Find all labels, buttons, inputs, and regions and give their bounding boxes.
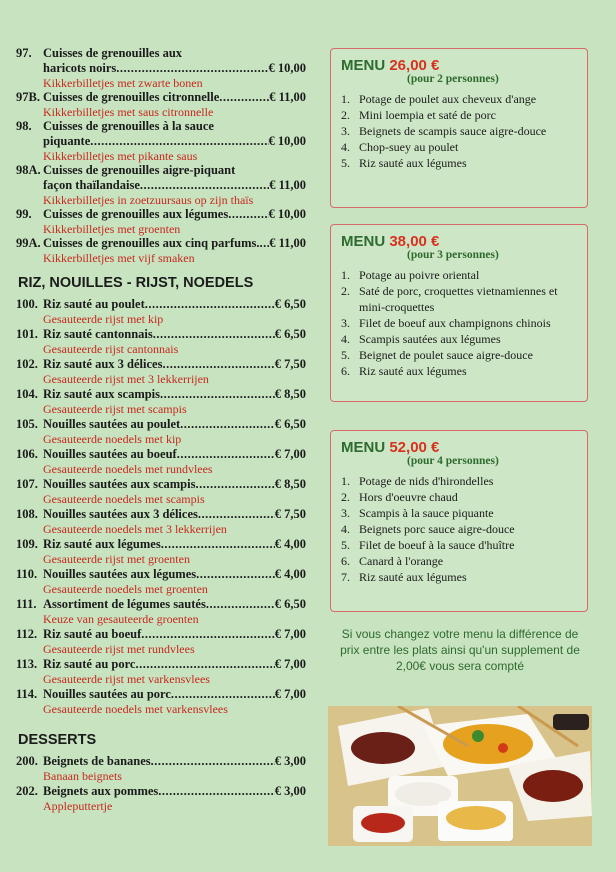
- course-text: Mini loempia et saté de porc: [359, 108, 496, 122]
- course-number: 1.: [341, 268, 350, 282]
- item-price: € 11,00: [269, 178, 306, 192]
- course-item: [341, 331, 579, 347]
- course-number: 2.: [341, 108, 350, 122]
- menu-courses: [341, 473, 579, 585]
- leader-dots: [219, 90, 269, 105]
- item-name-line: [16, 46, 306, 61]
- course-text: Beignet de poulet sauce aigre-douce: [359, 348, 533, 362]
- item-price-line: [16, 327, 306, 342]
- course-number: 1.: [341, 474, 350, 488]
- course-number: 2.: [341, 490, 350, 504]
- menu-box-2: [330, 48, 588, 208]
- course-item: [341, 505, 579, 521]
- leader-dots: [180, 417, 275, 432]
- item-number: 104.: [16, 387, 38, 401]
- item-price-line: [16, 134, 306, 149]
- menu-item: [16, 567, 306, 596]
- leader-dots: [162, 357, 274, 372]
- item-price-line: [16, 627, 306, 642]
- item-name: façon thaïlandaise: [43, 178, 140, 192]
- item-number: [16, 61, 43, 76]
- item-number: [16, 178, 43, 193]
- leader-dots: [116, 61, 268, 76]
- menu-item: [16, 417, 306, 446]
- item-name: Riz sauté au poulet: [43, 297, 145, 311]
- item-number: 114.: [16, 687, 38, 701]
- menu-item: [16, 627, 306, 656]
- leader-dots: [158, 784, 274, 799]
- desserts-heading: DESSERTS: [18, 732, 97, 748]
- course-number: 7.: [341, 570, 350, 584]
- item-name: Cuisses de grenouilles à la sauce: [43, 119, 214, 133]
- leader-dots: [160, 387, 275, 402]
- leader-dots: [177, 447, 275, 462]
- course-item: [341, 107, 579, 123]
- item-translation: Gesauteerde noedels met varkensvlees: [43, 702, 228, 716]
- course-text: Scampis sautées aux légumes: [359, 332, 501, 346]
- item-number: [16, 134, 43, 149]
- course-item: [341, 537, 579, 553]
- course-item: [341, 267, 579, 283]
- item-number: 202.: [16, 784, 38, 798]
- course-number: 4.: [341, 140, 350, 154]
- course-number: 5.: [341, 348, 350, 362]
- leader-dots: [153, 327, 275, 342]
- item-name: Riz sauté aux 3 délices: [43, 357, 163, 371]
- menu-box-3: [330, 224, 588, 402]
- item-price-line: [16, 687, 306, 702]
- rice-noodles-heading: RIZ, NOUILLES - RIJST, NOEDELS: [18, 275, 254, 291]
- leader-dots: [206, 597, 275, 612]
- item-name: Nouilles sautées aux scampis: [43, 477, 196, 491]
- item-number: 98A.: [16, 163, 41, 177]
- item-price: € 8,50: [274, 477, 306, 491]
- menu-item: [16, 387, 306, 416]
- menu-item: [16, 507, 306, 536]
- item-price: € 3,00: [274, 784, 306, 798]
- menu-item: [16, 46, 306, 90]
- course-number: 1.: [341, 92, 350, 106]
- item-number: 100.: [16, 297, 38, 311]
- course-item: [341, 363, 579, 379]
- leader-dots: [195, 477, 274, 492]
- item-price-line: [16, 207, 306, 222]
- item-number: 200.: [16, 754, 38, 768]
- item-price-line: [16, 784, 306, 799]
- item-translation: Kikkerbilletjes met vijf smaken: [43, 251, 195, 265]
- menu-persons: (pour 2 personnes): [407, 73, 499, 85]
- item-translation: Gesauteerde rijst met scampis: [43, 402, 187, 416]
- item-price-line: [16, 417, 306, 432]
- course-text: Saté de porc, croquettes vietnamiennes et mini-croquettes: [359, 284, 558, 314]
- item-price: € 7,00: [274, 657, 306, 671]
- course-item: [341, 553, 579, 569]
- frog-legs-list: [16, 46, 306, 265]
- item-translation: Kikkerbilletjes met zwarte bonen: [43, 76, 203, 90]
- menu-label: MENU: [341, 439, 386, 456]
- leader-dots: [145, 297, 275, 312]
- course-number: 5.: [341, 156, 350, 170]
- menu-item: [16, 90, 306, 119]
- item-name: Nouilles sautées au porc: [43, 687, 171, 701]
- menu-item: [16, 657, 306, 686]
- leader-dots: [140, 178, 269, 193]
- item-translation: Gesauteerde noedels met scampis: [43, 492, 205, 506]
- item-translation: Gesauteerde rijst met groenten: [43, 552, 190, 566]
- item-translation: Gesauteerde rijst met kip: [43, 312, 164, 326]
- item-translation: Kikkerbilletjes met groenten: [43, 222, 181, 236]
- menu-item: [16, 207, 306, 236]
- menu-price: 26,00 €: [389, 57, 440, 74]
- course-number: 2.: [341, 284, 350, 298]
- menu-price: 38,00 €: [389, 233, 440, 250]
- item-number: 99A.: [16, 236, 41, 250]
- item-number: 106.: [16, 447, 38, 461]
- item-translation: Appleputtertje: [43, 799, 113, 813]
- item-translation: Kikkerbilletjes met saus citronnelle: [43, 105, 214, 119]
- course-item: [341, 155, 579, 171]
- menu-persons: (pour 3 personnes): [407, 249, 499, 261]
- course-text: Potage de poulet aux cheveux d'ange: [359, 92, 537, 106]
- menu-item: [16, 784, 306, 813]
- item-price: € 6,50: [274, 297, 306, 311]
- course-text: Potage de nids d'hirondelles: [359, 474, 494, 488]
- item-number: 101.: [16, 327, 38, 341]
- item-price: € 10,00: [268, 207, 306, 221]
- desserts-list: [16, 754, 306, 813]
- course-text: Scampis à la sauce piquante: [359, 506, 494, 520]
- leader-dots: [151, 754, 275, 769]
- course-number: 3.: [341, 316, 350, 330]
- leader-dots: [196, 567, 275, 582]
- leader-dots: [228, 207, 268, 222]
- menu-change-note: Si vous changez votre menu la différence de prix entre les plats ainsi qu'un supplement de 2,00€ vous sera compté: [340, 627, 580, 673]
- menu-box-4: [330, 430, 588, 612]
- menu-item: [16, 537, 306, 566]
- course-text: Potage au poivre oriental: [359, 268, 480, 282]
- menu-persons: (pour 4 personnes): [407, 455, 499, 467]
- item-translation: Gesauteerde rijst met 3 lekkerrijen: [43, 372, 209, 386]
- course-text: Filet de boeuf à la sauce d'huître: [359, 538, 515, 552]
- menu-courses: [341, 91, 579, 171]
- item-name: Riz sauté au boeuf: [43, 627, 142, 641]
- menu-item: [16, 119, 306, 163]
- item-number: 98.: [16, 119, 32, 133]
- item-number: 112.: [16, 627, 38, 641]
- item-name: Cuisses de grenouilles citronnelle: [43, 90, 220, 104]
- course-item: [341, 569, 579, 585]
- item-name: Assortiment de légumes sautés: [43, 597, 206, 611]
- item-translation: Gesauteerde rijst met varkensvlees: [43, 672, 210, 686]
- menu-item: [16, 597, 306, 626]
- item-translation: Gesauteerde noedels met groenten: [43, 582, 208, 596]
- item-translation: Gesauteerde noedels met rundvlees: [43, 462, 213, 476]
- course-item: [341, 347, 579, 363]
- item-number: 97B.: [16, 90, 40, 104]
- left-column: [16, 46, 306, 813]
- food-photo: [328, 706, 592, 846]
- menu-item: [16, 357, 306, 386]
- item-price: € 11,00: [269, 90, 306, 104]
- course-item: [341, 489, 579, 505]
- menu-item: [16, 327, 306, 356]
- item-price: € 6,50: [274, 327, 306, 341]
- course-number: 5.: [341, 538, 350, 552]
- leader-dots: [171, 687, 275, 702]
- item-price-line: [16, 447, 306, 462]
- item-price-line: [16, 567, 306, 582]
- course-item: [341, 283, 579, 315]
- course-item: [341, 91, 579, 107]
- course-number: 6.: [341, 554, 350, 568]
- leader-dots: [259, 236, 269, 251]
- item-number: 107.: [16, 477, 38, 491]
- course-text: Beignets de scampis sauce aigre-douce: [359, 124, 547, 138]
- course-text: Chop-suey au poulet: [359, 140, 459, 154]
- item-price-line: [16, 297, 306, 312]
- item-number: 109.: [16, 537, 38, 551]
- item-price-line: [16, 357, 306, 372]
- item-name: Riz sauté au porc: [43, 657, 136, 671]
- item-price: € 6,50: [274, 597, 306, 611]
- item-price: € 10,00: [268, 61, 306, 75]
- course-number: 3.: [341, 506, 350, 520]
- item-price: € 7,50: [274, 507, 306, 521]
- item-price-line: [16, 61, 306, 76]
- menu-item: [16, 477, 306, 506]
- course-text: Beignets porc sauce aigre-douce: [359, 522, 515, 536]
- item-name: Riz sauté cantonnais: [43, 327, 153, 341]
- menu-label: MENU: [341, 233, 386, 250]
- item-number: 108.: [16, 507, 38, 521]
- item-name: Riz sauté aux légumes: [43, 537, 161, 551]
- course-number: 4.: [341, 522, 350, 536]
- item-name: Nouilles sautées au poulet: [43, 417, 181, 431]
- item-translation: Banaan beignets: [43, 769, 122, 783]
- menu-item: [16, 754, 306, 783]
- item-number: 102.: [16, 357, 38, 371]
- item-price-line: [16, 236, 306, 251]
- course-text: Filet de boeuf aux champignons chinois: [359, 316, 551, 330]
- course-item: [341, 123, 579, 139]
- item-translation: Keuze van gesauteerde groenten: [43, 612, 199, 626]
- menu-item: [16, 297, 306, 326]
- item-price-line: [16, 477, 306, 492]
- leader-dots: [90, 134, 268, 149]
- course-item: [341, 521, 579, 537]
- item-name: Nouilles sautées au boeuf: [43, 447, 177, 461]
- menu-label: MENU: [341, 57, 386, 74]
- item-price: € 7,00: [274, 627, 306, 641]
- course-number: 3.: [341, 124, 350, 138]
- item-translation: Kikkerbilletjes met pikante saus: [43, 149, 198, 163]
- item-translation: Gesauteerde rijst cantonnais: [43, 342, 179, 356]
- item-translation: Gesauteerde noedels met 3 lekkerrijen: [43, 522, 227, 536]
- item-price-line: [16, 387, 306, 402]
- item-name: Nouilles sautées aux 3 délices: [43, 507, 198, 521]
- item-price: € 11,00: [269, 236, 306, 250]
- item-number: 110.: [16, 567, 38, 581]
- item-name-line: [16, 119, 306, 134]
- item-price: € 3,00: [274, 754, 306, 768]
- item-price: € 6,50: [274, 417, 306, 431]
- item-number: 99.: [16, 207, 32, 221]
- leader-dots: [198, 507, 275, 522]
- item-number: 111.: [16, 597, 37, 611]
- item-price: € 7,50: [274, 357, 306, 371]
- item-price: € 10,00: [268, 134, 306, 148]
- item-name: Beignets aux pommes: [43, 784, 159, 798]
- item-price-line: [16, 507, 306, 522]
- item-name: haricots noirs: [43, 61, 117, 75]
- item-price-line: [16, 597, 306, 612]
- item-price: € 4,00: [274, 567, 306, 581]
- item-name: Cuisses de grenouilles aux cinq parfums.: [43, 236, 260, 250]
- course-number: 6.: [341, 364, 350, 378]
- menu-item: [16, 163, 306, 207]
- item-price: € 7,00: [274, 447, 306, 461]
- item-number: 105.: [16, 417, 38, 431]
- course-item: [341, 139, 579, 155]
- item-price: € 4,00: [274, 537, 306, 551]
- course-text: Riz sauté aux légumes: [359, 570, 467, 584]
- course-item: [341, 473, 579, 489]
- leader-dots: [141, 627, 274, 642]
- course-number: 4.: [341, 332, 350, 346]
- item-price: € 8,50: [274, 387, 306, 401]
- item-price-line: [16, 178, 306, 193]
- item-name: Riz sauté aux scampis: [43, 387, 161, 401]
- item-number: 113.: [16, 657, 38, 671]
- item-price-line: [16, 537, 306, 552]
- item-translation: Gesauteerde rijst met rundvlees: [43, 642, 195, 656]
- menu-item: [16, 236, 306, 265]
- food-photo-illustration: [328, 706, 592, 846]
- course-text: Riz sauté aux légumes: [359, 156, 467, 170]
- menu-courses: [341, 267, 579, 379]
- leader-dots: [161, 537, 275, 552]
- item-price-line: [16, 90, 306, 105]
- course-text: Riz sauté aux légumes: [359, 364, 467, 378]
- course-item: [341, 315, 579, 331]
- item-name: Cuisses de grenouilles aux: [43, 46, 183, 60]
- item-name-line: [16, 163, 306, 178]
- item-translation: Gesauteerde noedels met kip: [43, 432, 182, 446]
- item-name: Cuisses de grenouilles aux légumes: [43, 207, 229, 221]
- item-name: piquante: [43, 134, 91, 148]
- item-price: € 7,00: [274, 687, 306, 701]
- menu-item: [16, 687, 306, 716]
- course-text: Canard à l'orange: [359, 554, 444, 568]
- menu-item: [16, 447, 306, 476]
- item-name: Nouilles sautées aux légumes: [43, 567, 197, 581]
- item-name: Cuisses de grenouilles aigre-piquant: [43, 163, 236, 177]
- rice-noodles-list: [16, 297, 306, 716]
- menu-price: 52,00 €: [389, 439, 440, 456]
- item-price-line: [16, 754, 306, 769]
- item-price-line: [16, 657, 306, 672]
- item-number: 97.: [16, 46, 32, 60]
- course-text: Hors d'oeuvre chaud: [359, 490, 458, 504]
- leader-dots: [135, 657, 274, 672]
- item-name: Beignets de bananes: [43, 754, 151, 768]
- item-translation: Kikkerbilletjes in zoetzuursaus op zijn thaïs: [43, 193, 254, 207]
